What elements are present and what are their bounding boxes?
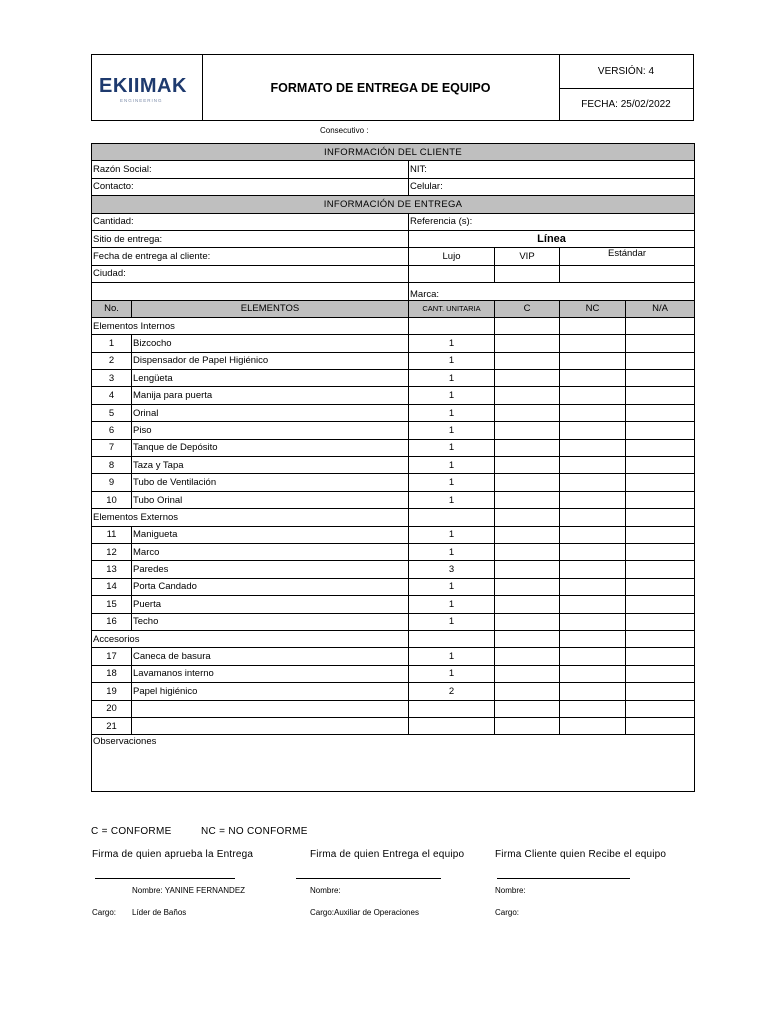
item-quantity: 1 — [409, 578, 495, 595]
item-name: Manija para puerta — [132, 387, 409, 404]
table-row — [92, 683, 695, 700]
item-na-cell[interactable] — [626, 700, 695, 717]
sitio-entrega-field[interactable]: Sitio de entrega: — [92, 230, 409, 247]
item-na-cell[interactable] — [626, 613, 695, 630]
item-name: Taza y Tapa — [132, 457, 409, 474]
deliverer-name: Nombre: — [310, 886, 341, 895]
item-na-cell[interactable] — [626, 370, 695, 387]
table-row — [92, 491, 695, 508]
item-no-conforme-cell[interactable] — [560, 335, 626, 352]
table-row — [92, 665, 695, 682]
item-no-conforme-cell[interactable] — [560, 683, 626, 700]
item-no-conforme-cell[interactable] — [560, 352, 626, 369]
group-title: Elementos Internos — [92, 317, 409, 334]
item-conforme-cell[interactable] — [495, 474, 560, 491]
item-na-cell[interactable] — [626, 648, 695, 665]
item-number: 6 — [92, 422, 132, 439]
item-no-conforme-cell[interactable] — [560, 596, 626, 613]
table-row — [92, 578, 695, 595]
table-row — [92, 700, 695, 717]
item-conforme-cell[interactable] — [495, 491, 560, 508]
item-quantity: 1 — [409, 370, 495, 387]
item-na-cell[interactable] — [626, 352, 695, 369]
item-name: Caneca de basura — [132, 648, 409, 665]
item-name — [132, 700, 409, 717]
group-empty-cell — [560, 317, 626, 334]
deliverer-signature-title: Firma de quien Entrega el equipo — [310, 849, 465, 860]
table-row — [92, 335, 695, 352]
item-number: 2 — [92, 352, 132, 369]
client-cargo: Cargo: — [495, 908, 520, 917]
item-na-cell[interactable] — [626, 422, 695, 439]
item-na-cell[interactable] — [626, 717, 695, 734]
observaciones-field[interactable]: Observaciones — [92, 735, 695, 792]
item-no-conforme-cell[interactable] — [560, 717, 626, 734]
item-name: Dispensador de Papel Higiénico — [132, 352, 409, 369]
group-empty-cell — [495, 509, 560, 526]
item-conforme-cell[interactable] — [495, 543, 560, 560]
group-title: Accesorios — [92, 630, 409, 647]
legend-no-conforme: NC = NO CONFORME — [201, 826, 308, 837]
item-name: Porta Candado — [132, 578, 409, 595]
celular-field[interactable]: Celular: — [409, 178, 695, 195]
item-na-cell[interactable] — [626, 474, 695, 491]
delivery-section-title: INFORMACIÓN DE ENTREGA — [92, 196, 695, 213]
item-conforme-cell[interactable] — [495, 404, 560, 421]
legend-conforme: C = CONFORME — [91, 826, 172, 837]
table-row — [92, 457, 695, 474]
item-number: 9 — [92, 474, 132, 491]
logo-wordmark: EKIIMAK — [99, 75, 187, 97]
item-no-conforme-cell[interactable] — [560, 648, 626, 665]
group-empty-cell — [626, 317, 695, 334]
client-signature-line[interactable] — [497, 878, 630, 879]
table-row — [92, 526, 695, 543]
group-empty-cell — [626, 630, 695, 647]
logo — [92, 55, 203, 120]
contacto-field[interactable]: Contacto: — [92, 178, 409, 195]
item-no-conforme-cell[interactable] — [560, 561, 626, 578]
table-row — [92, 387, 695, 404]
group-empty-cell — [560, 509, 626, 526]
item-name: Orinal — [132, 404, 409, 421]
item-na-cell[interactable] — [626, 526, 695, 543]
item-conforme-cell[interactable] — [495, 717, 560, 734]
item-number: 12 — [92, 543, 132, 560]
col-na: N/A — [626, 300, 695, 317]
item-quantity: 1 — [409, 543, 495, 560]
lujo-option[interactable]: Lujo — [409, 248, 495, 265]
item-number: 13 — [92, 561, 132, 578]
item-number: 4 — [92, 387, 132, 404]
item-na-cell[interactable] — [626, 561, 695, 578]
item-no-conforme-cell[interactable] — [560, 370, 626, 387]
table-row — [92, 596, 695, 613]
item-conforme-cell[interactable] — [495, 422, 560, 439]
item-number: 19 — [92, 683, 132, 700]
item-name: Tanque de Depósito — [132, 439, 409, 456]
approver-cargo-label: Cargo: — [92, 908, 117, 917]
blank-row — [92, 283, 409, 300]
item-number: 1 — [92, 335, 132, 352]
item-number: 5 — [92, 404, 132, 421]
col-no: No. — [92, 300, 132, 317]
table-row — [92, 717, 695, 734]
group-empty-cell — [409, 509, 495, 526]
item-na-cell[interactable] — [626, 596, 695, 613]
item-no-conforme-cell[interactable] — [560, 578, 626, 595]
item-quantity: 1 — [409, 457, 495, 474]
approver-signature-title: Firma de quien aprueba la Entrega — [92, 849, 254, 860]
item-no-conforme-cell[interactable] — [560, 387, 626, 404]
item-quantity: 2 — [409, 683, 495, 700]
item-number: 18 — [92, 665, 132, 682]
item-number: 8 — [92, 457, 132, 474]
item-number: 20 — [92, 700, 132, 717]
item-name: Paredes — [132, 561, 409, 578]
item-name: Tubo Orinal — [132, 491, 409, 508]
item-quantity: 1 — [409, 613, 495, 630]
vip-option[interactable]: VIP — [495, 248, 560, 265]
table-row — [92, 474, 695, 491]
table-row — [92, 422, 695, 439]
item-quantity: 1 — [409, 526, 495, 543]
table-row — [92, 352, 695, 369]
item-name: Lengüeta — [132, 370, 409, 387]
item-conforme-cell[interactable] — [495, 613, 560, 630]
version-label: VERSIÓN: 4 — [559, 55, 693, 89]
item-na-cell[interactable] — [626, 335, 695, 352]
document-title: FORMATO DE ENTREGA DE EQUIPO — [202, 55, 560, 120]
item-number: 11 — [92, 526, 132, 543]
item-conforme-cell[interactable] — [495, 370, 560, 387]
group-empty-cell — [495, 630, 560, 647]
item-conforme-cell[interactable] — [495, 596, 560, 613]
item-conforme-cell[interactable] — [495, 683, 560, 700]
table-row — [92, 404, 695, 421]
vip-value[interactable] — [495, 265, 560, 282]
item-name: Marco — [132, 543, 409, 560]
group-title: Elementos Externos — [92, 509, 409, 526]
item-no-conforme-cell[interactable] — [560, 457, 626, 474]
item-conforme-cell[interactable] — [495, 700, 560, 717]
item-quantity: 1 — [409, 596, 495, 613]
table-row — [92, 613, 695, 630]
table-row — [92, 543, 695, 560]
form-header — [91, 54, 694, 121]
group-empty-cell — [560, 630, 626, 647]
item-na-cell[interactable] — [626, 404, 695, 421]
item-na-cell[interactable] — [626, 543, 695, 560]
estandar-value[interactable] — [560, 265, 695, 282]
item-name — [132, 717, 409, 734]
table-row — [92, 561, 695, 578]
item-na-cell[interactable] — [626, 439, 695, 456]
item-no-conforme-cell[interactable] — [560, 422, 626, 439]
client-signature-title: Firma Cliente quien Recibe el equipo — [495, 849, 667, 860]
col-elementos: ELEMENTOS — [132, 300, 409, 317]
item-number: 14 — [92, 578, 132, 595]
item-conforme-cell[interactable] — [495, 387, 560, 404]
item-no-conforme-cell[interactable] — [560, 526, 626, 543]
item-number: 16 — [92, 613, 132, 630]
group-header-row — [92, 630, 695, 647]
referencia-field[interactable]: Referencia (s): — [409, 213, 695, 230]
item-name: Manigueta — [132, 526, 409, 543]
deliverer-cargo: Cargo:Auxiliar de Operaciones — [310, 908, 419, 917]
logo-subtitle: ENGINEERING — [120, 98, 163, 103]
item-name: Bizcocho — [132, 335, 409, 352]
item-quantity: 1 — [409, 422, 495, 439]
item-quantity — [409, 700, 495, 717]
col-c: C — [495, 300, 560, 317]
item-no-conforme-cell[interactable] — [560, 439, 626, 456]
item-quantity: 1 — [409, 404, 495, 421]
razon-social-field[interactable]: Razón Social: — [92, 161, 409, 178]
item-number: 3 — [92, 370, 132, 387]
item-no-conforme-cell[interactable] — [560, 491, 626, 508]
item-name: Papel higiénico — [132, 683, 409, 700]
table-row — [92, 648, 695, 665]
approver-name: Nombre: YANINE FERNANDEZ — [132, 886, 246, 895]
approver-cargo: Líder de Baños — [132, 908, 187, 917]
item-quantity: 1 — [409, 352, 495, 369]
estandar-option[interactable]: Estándar — [560, 248, 695, 265]
item-na-cell[interactable] — [626, 665, 695, 682]
item-number: 15 — [92, 596, 132, 613]
table-row — [92, 439, 695, 456]
delivery-form-table — [91, 143, 695, 792]
items-column-header — [92, 300, 695, 317]
item-name: Puerta — [132, 596, 409, 613]
fecha-entrega-field[interactable]: Fecha de entrega al cliente: — [92, 248, 409, 265]
col-nc: NC — [560, 300, 626, 317]
item-na-cell[interactable] — [626, 457, 695, 474]
table-row — [92, 370, 695, 387]
item-quantity: 1 — [409, 665, 495, 682]
group-header-row — [92, 509, 695, 526]
approver-signature-line[interactable] — [95, 878, 235, 879]
item-no-conforme-cell[interactable] — [560, 543, 626, 560]
item-quantity: 3 — [409, 561, 495, 578]
item-no-conforme-cell[interactable] — [560, 474, 626, 491]
item-number: 21 — [92, 717, 132, 734]
lujo-value[interactable] — [409, 265, 495, 282]
item-number: 10 — [92, 491, 132, 508]
item-na-cell[interactable] — [626, 387, 695, 404]
item-no-conforme-cell[interactable] — [560, 404, 626, 421]
item-conforme-cell[interactable] — [495, 665, 560, 682]
group-header-row — [92, 317, 695, 334]
item-conforme-cell[interactable] — [495, 578, 560, 595]
linea-header: Línea — [409, 230, 695, 247]
item-na-cell[interactable] — [626, 491, 695, 508]
item-quantity: 1 — [409, 648, 495, 665]
client-name: Nombre: — [495, 886, 526, 895]
group-empty-cell — [409, 317, 495, 334]
client-section-title: INFORMACIÓN DEL CLIENTE — [92, 144, 695, 161]
item-number: 7 — [92, 439, 132, 456]
item-quantity — [409, 717, 495, 734]
ciudad-field[interactable]: Ciudad: — [92, 265, 409, 282]
item-name: Piso — [132, 422, 409, 439]
item-no-conforme-cell[interactable] — [560, 665, 626, 682]
item-conforme-cell[interactable] — [495, 561, 560, 578]
item-name: Tubo de Ventilación — [132, 474, 409, 491]
observaciones-row — [92, 735, 695, 792]
date-label: FECHA: 25/02/2022 — [581, 98, 671, 110]
item-conforme-cell[interactable] — [495, 648, 560, 665]
group-empty-cell — [409, 630, 495, 647]
consecutivo-label: Consecutivo : — [320, 126, 369, 135]
item-quantity: 1 — [409, 335, 495, 352]
item-conforme-cell[interactable] — [495, 352, 560, 369]
item-name: Techo — [132, 613, 409, 630]
item-conforme-cell[interactable] — [495, 457, 560, 474]
item-quantity: 1 — [409, 491, 495, 508]
item-quantity: 1 — [409, 474, 495, 491]
item-na-cell[interactable] — [626, 683, 695, 700]
item-conforme-cell[interactable] — [495, 335, 560, 352]
item-number: 17 — [92, 648, 132, 665]
item-quantity: 1 — [409, 387, 495, 404]
item-quantity: 1 — [409, 439, 495, 456]
col-cant-unitaria: CANT. UNITARIA — [409, 300, 495, 317]
nit-field[interactable]: NIT: — [409, 161, 695, 178]
group-empty-cell — [495, 317, 560, 334]
item-no-conforme-cell[interactable] — [560, 613, 626, 630]
item-conforme-cell[interactable] — [495, 439, 560, 456]
group-empty-cell — [626, 509, 695, 526]
item-name: Lavamanos interno — [132, 665, 409, 682]
cantidad-field[interactable]: Cantidad: — [92, 213, 409, 230]
item-no-conforme-cell[interactable] — [560, 700, 626, 717]
deliverer-signature-line[interactable] — [296, 878, 441, 879]
item-na-cell[interactable] — [626, 578, 695, 595]
item-conforme-cell[interactable] — [495, 526, 560, 543]
marca-field[interactable]: Marca: — [409, 283, 695, 300]
